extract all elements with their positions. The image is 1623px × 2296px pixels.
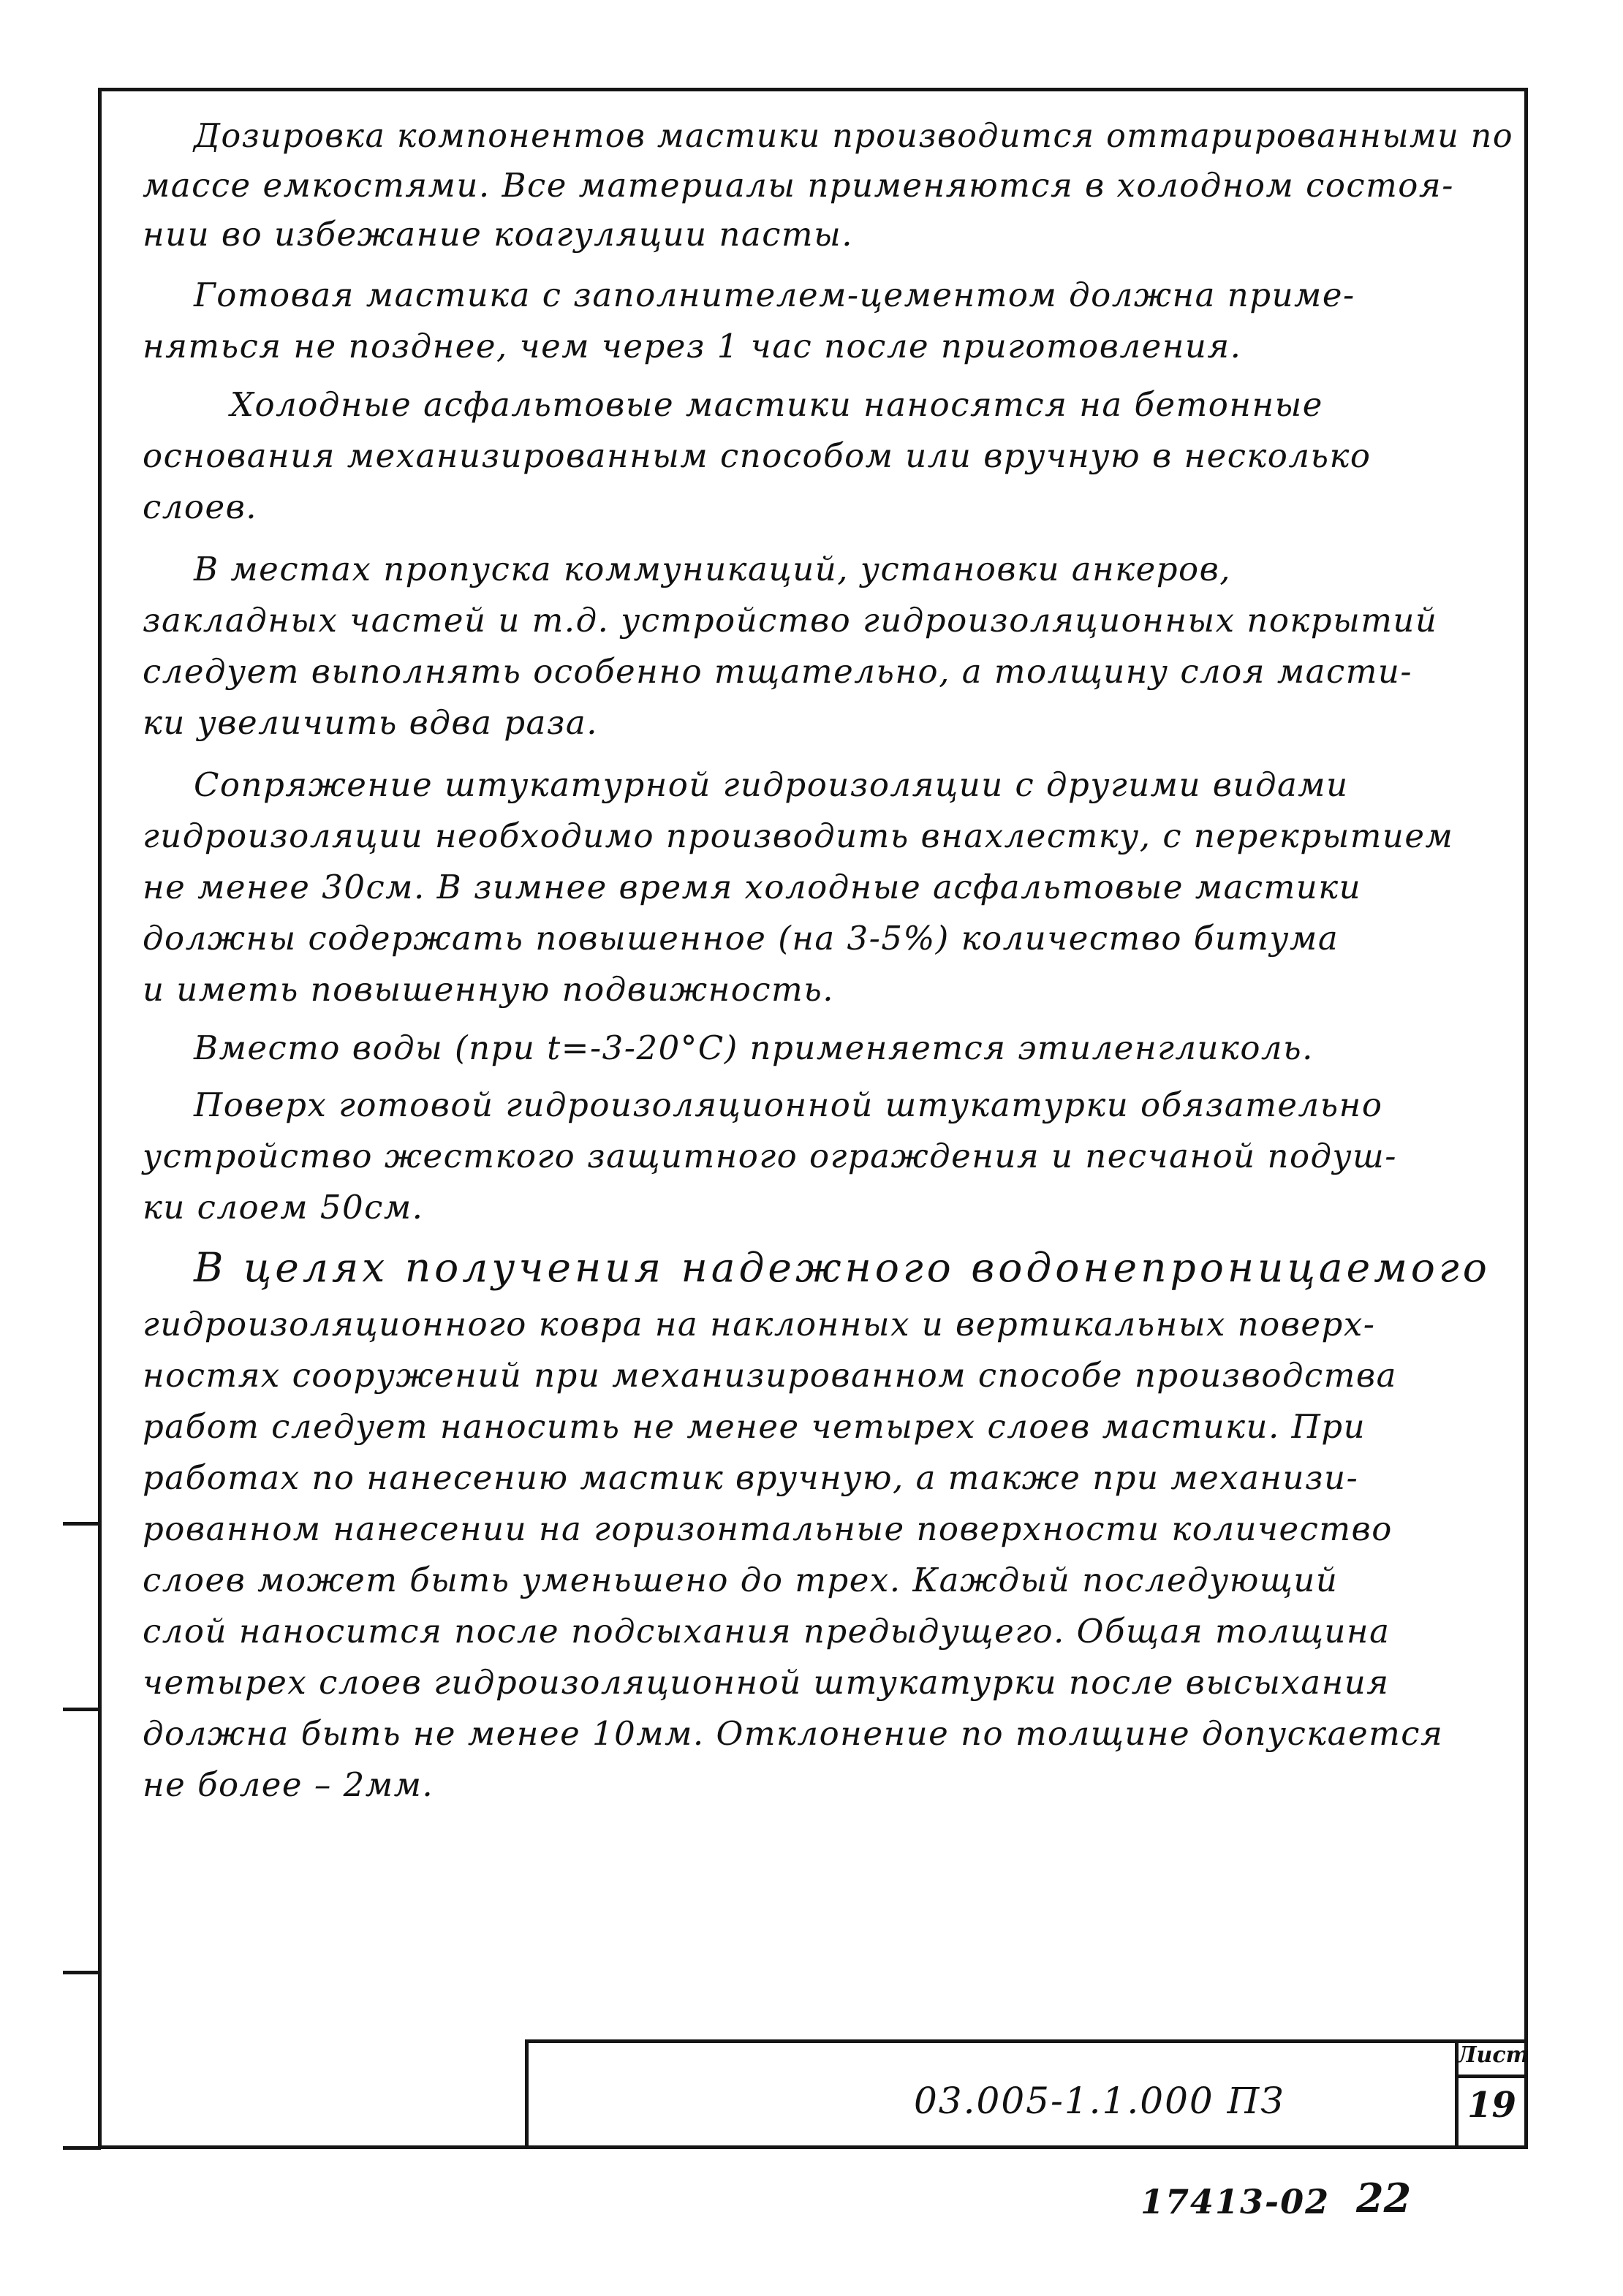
text-line: слоев. [143, 488, 258, 526]
text-line: массе емкостями. Все материалы применяются в холодном состоя- [143, 166, 1454, 205]
text-line: Сопряжение штукатурной гидроизоляции с другими видами [194, 765, 1349, 804]
text-line: рованном нанесении на горизонтальные поверхности количество [143, 1509, 1393, 1548]
sheet-number: 19 [1467, 2085, 1516, 2126]
margin-tick [63, 1708, 101, 1711]
margin-tick [63, 1971, 101, 1974]
archive-number: 17413-02 [1140, 2182, 1331, 2221]
text-line: гидроизоляционного ковра на наклонных и вертикальных поверх- [143, 1305, 1376, 1344]
text-line: няться не позднее, чем через 1 час после приготовления. [143, 327, 1242, 365]
text-line: ностях сооружений при механизированном способе производства [143, 1356, 1397, 1395]
text-line: закладных частей и т.д. устройство гидроизоляционных покрытий [143, 601, 1438, 640]
text-line: следует выполнять особенно тщательно, а толщину слоя масти- [143, 652, 1413, 691]
text-line: основания механизированным способом или вручную в несколько [143, 436, 1372, 475]
text-line: нии во избежание коагуляции пасты. [143, 215, 854, 254]
text-line: должны содержать повышенное (на 3-5%) количество битума [143, 919, 1339, 958]
text-line: не более – 2мм. [143, 1765, 434, 1804]
text-line: и иметь повышенную подвижность. [143, 970, 834, 1009]
text-line: не менее 30см. В зимнее время холодные асфальтовые мастики [143, 868, 1362, 906]
text-line: слоев может быть уменьшено до трех. Каждый последующий [143, 1561, 1339, 1599]
title-block-left-border [525, 2039, 529, 2149]
sheet-label: Лист [1457, 2042, 1529, 2068]
text-line: устройство жесткого защитного ограждения и песчаной подуш- [143, 1137, 1397, 1175]
text-line: гидроизоляции необходимо производить внахлестку, с перекрытием [143, 817, 1454, 855]
text-line: работ следует наносить не менее четырех слоев мастики. При [143, 1407, 1366, 1446]
text-line: Поверх готовой гидроизоляционной штукатурки обязательно [194, 1086, 1383, 1124]
text-line: ки слоем 50см. [143, 1188, 424, 1227]
text-line: В местах пропуска коммуникаций, установки анкеров, [194, 550, 1232, 588]
text-line: ки увеличить вдва раза. [143, 703, 599, 742]
sheet-cell-divider [1455, 2075, 1528, 2078]
text-line: работах по нанесению мастик вручную, а также при механизи- [143, 1458, 1359, 1497]
text-line: должна быть не менее 10мм. Отклонение по толщине допускается [143, 1714, 1444, 1753]
text-line: Холодные асфальтовые мастики наносятся на бетонные [230, 385, 1323, 424]
text-line: Готовая мастика с заполнителем-цементом должна приме- [194, 276, 1355, 314]
margin-tick [63, 1522, 101, 1526]
document-code: 03.005-1.1.000 ПЗ [914, 2080, 1285, 2122]
text-line: четырех слоев гидроизоляционной штукатурки после высыхания [143, 1663, 1390, 1702]
text-line: В целях получения надежного водонепроницаемого [194, 1244, 1491, 1291]
text-line: Дозировка компонентов мастики производится оттарированными по [194, 116, 1513, 155]
margin-tick [63, 2146, 101, 2150]
text-line: Вместо воды (при t=-3-20°С) применяется этиленгликоль. [194, 1028, 1314, 1067]
title-block-top-border [525, 2039, 1528, 2043]
archive-page-number: 22 [1356, 2175, 1412, 2221]
text-line: слой наносится после подсыхания предыдущего. Общая толщина [143, 1612, 1391, 1651]
